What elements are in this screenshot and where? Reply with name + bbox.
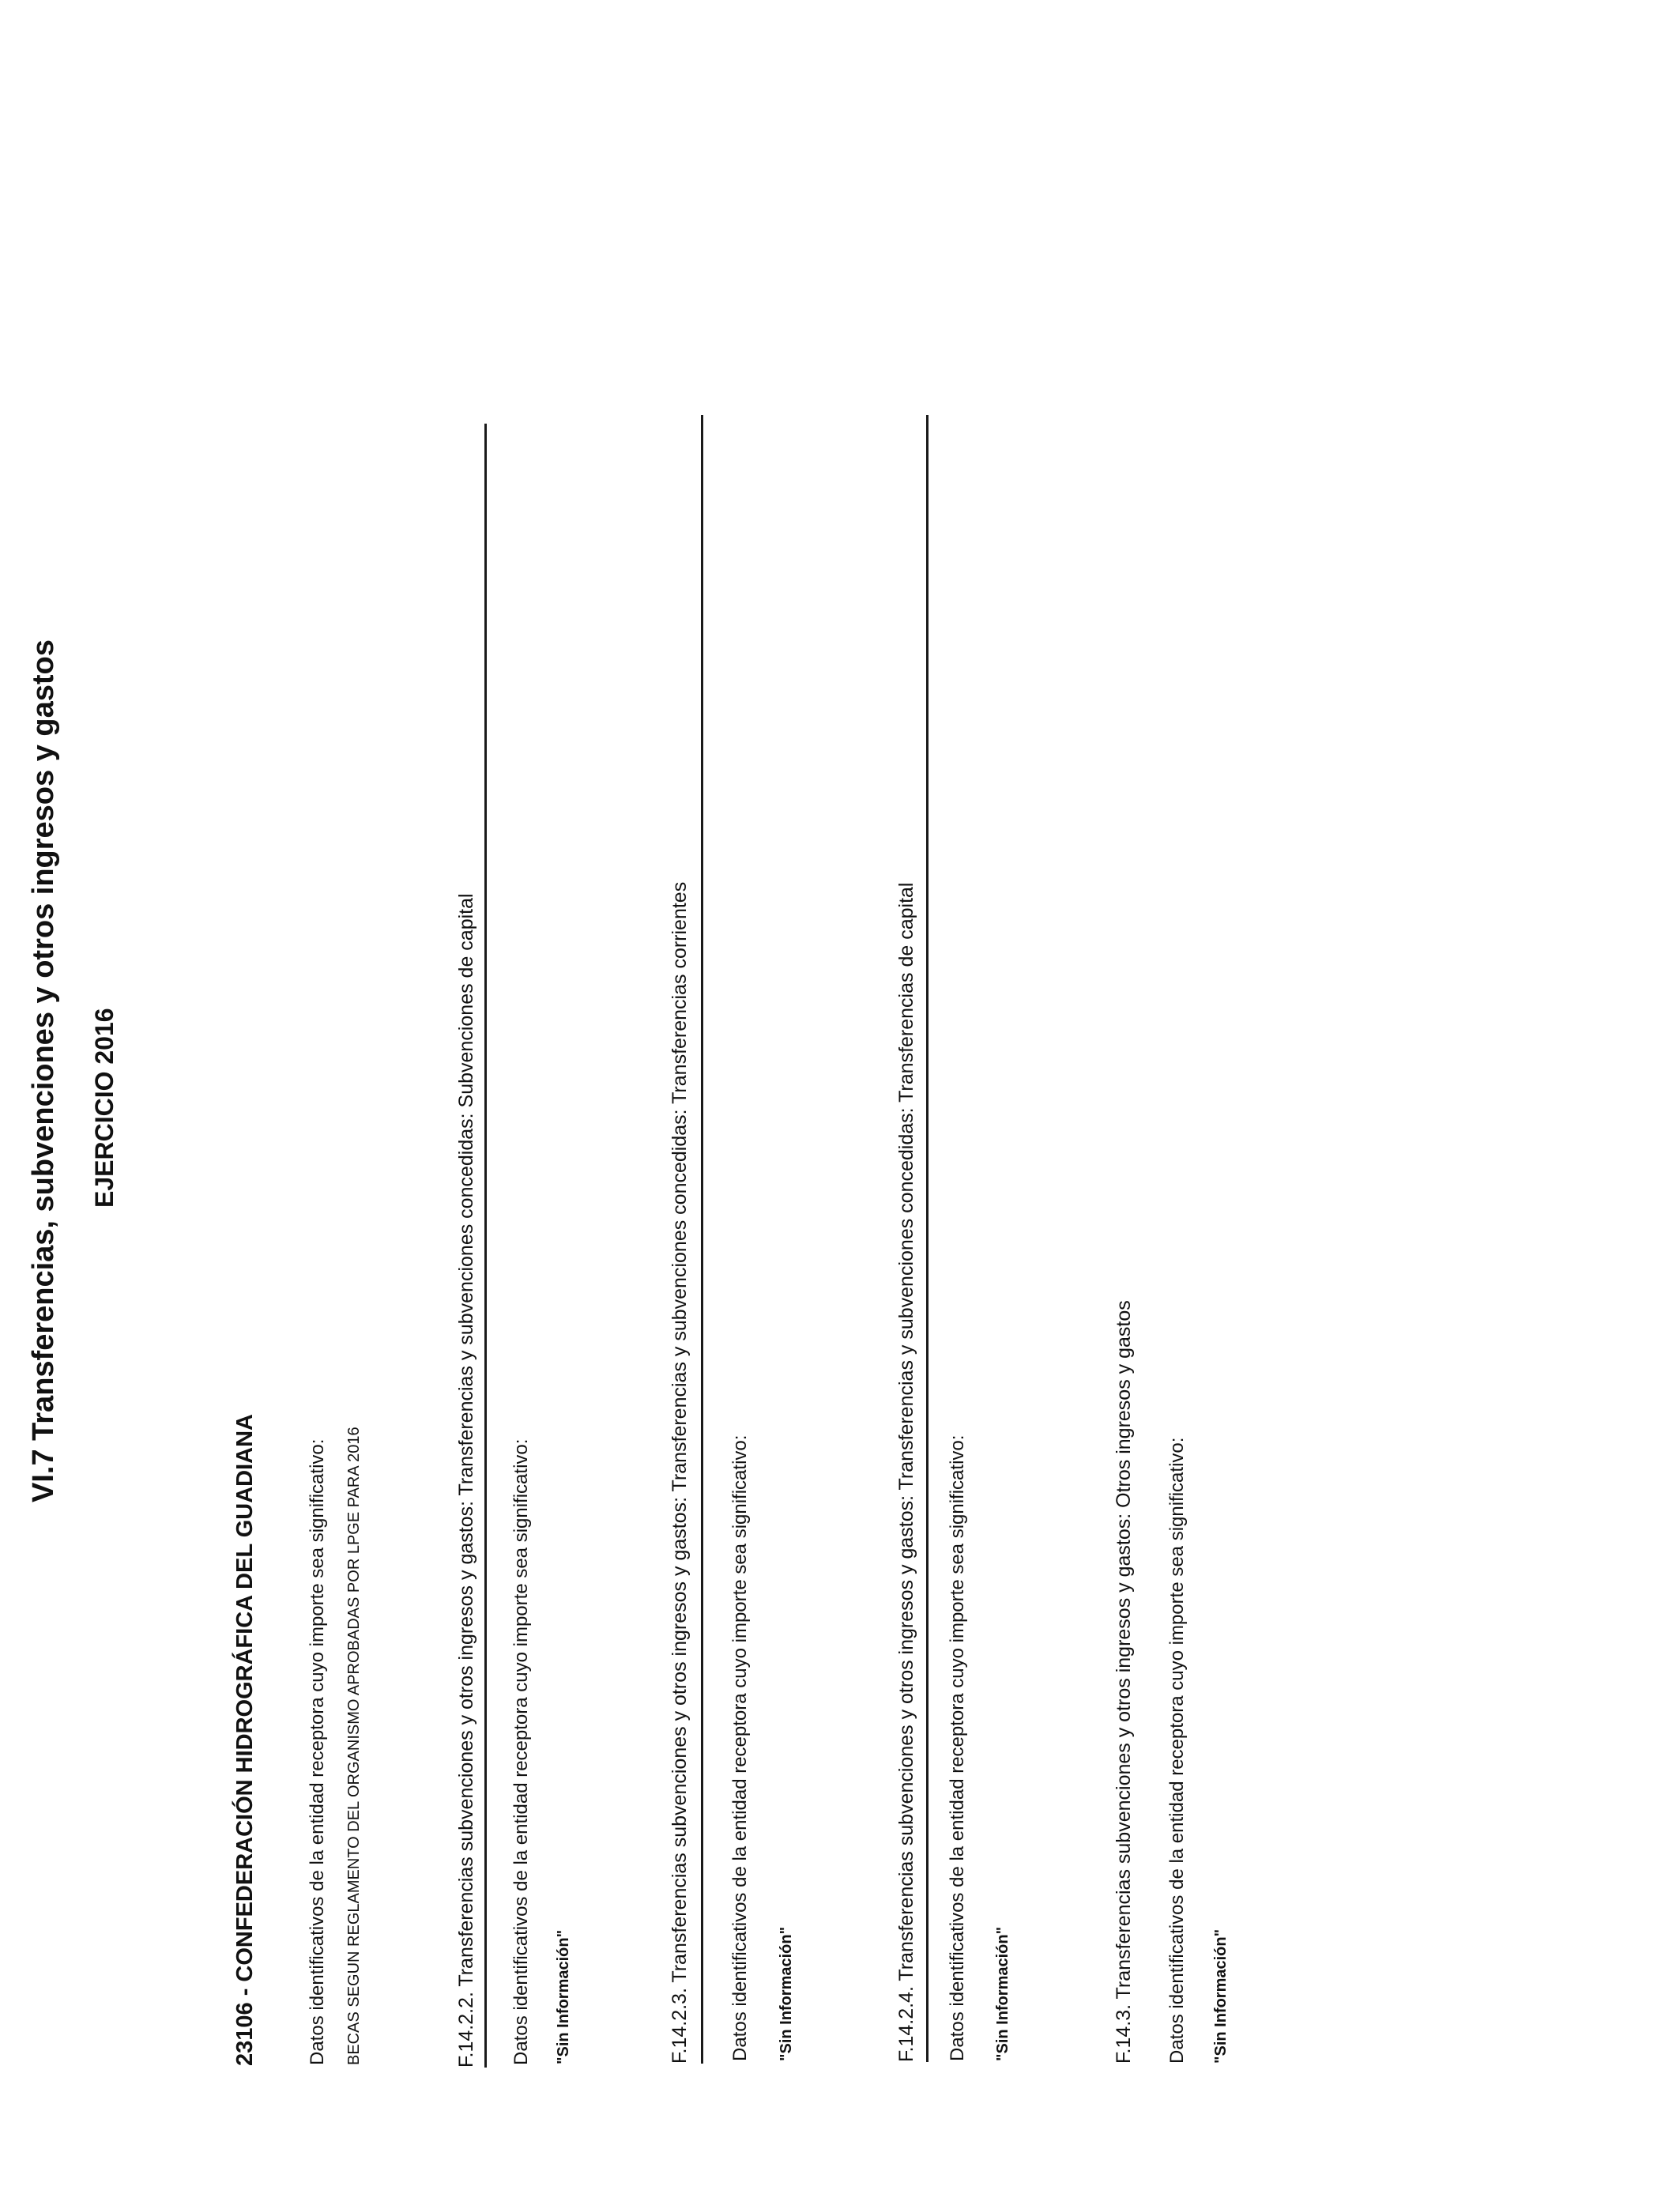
- section-heading-f-14-3: F.14.3. Transferencias subvenciones y otros ingresos y gastos: Otros ingresos y gastos: [1113, 1300, 1135, 2064]
- section-rule: [701, 415, 703, 2064]
- section-heading-f-14-2-3: F.14.2.3. Transferencias subvenciones y otros ingresos y gastos: Transferencias y subvenciones concedidas: Transferencias corrientes: [669, 881, 691, 2064]
- report-subtitle: EJERCICIO 2016: [90, 1008, 119, 1208]
- recipient-data-value: "Sin Información": [994, 1926, 1011, 2061]
- organism-heading: 23106 - CONFEDERACIÓN HIDROGRÁFICA DEL GUADIANA: [232, 1414, 258, 2066]
- section-rule: [484, 424, 487, 2068]
- recipient-data-label: Datos identificativos de la entidad receptora cuyo importe sea significativo:: [510, 1438, 532, 2065]
- recipient-data-value: "Sin Información": [778, 1926, 795, 2061]
- recipient-data-value: BECAS SEGUN REGLAMENTO DEL ORGANISMO APROBADAS POR LPGE PARA 2016: [345, 1427, 363, 2065]
- recipient-data-label: Datos identificativos de la entidad receptora cuyo importe sea significativo:: [1166, 1437, 1188, 2064]
- section-heading-f-14-2-4: F.14.2.4. Transferencias subvenciones y otros ingresos y gastos: Transferencias y subvenciones concedidas: Transferencias de capital: [895, 882, 917, 2062]
- recipient-data-value: "Sin Información": [1212, 1928, 1230, 2064]
- recipient-data-label: Datos identificativos de la entidad receptora cuyo importe sea significativo:: [307, 1438, 328, 2065]
- section-rule: [926, 415, 929, 2062]
- recipient-data-value: "Sin Información": [555, 1929, 572, 2064]
- recipient-data-label: Datos identificativos de la entidad receptora cuyo importe sea significativo:: [947, 1434, 968, 2061]
- recipient-data-label: Datos identificativos de la entidad receptora cuyo importe sea significativo:: [729, 1434, 751, 2061]
- report-title: VI.7 Transferencias, subvenciones y otros ingresos y gastos: [27, 639, 60, 1502]
- section-heading-f-14-2-2: F.14.2.2. Transferencias subvenciones y otros ingresos y gastos: Transferencias y subvenciones concedidas: Subvenciones de capital: [455, 893, 477, 2068]
